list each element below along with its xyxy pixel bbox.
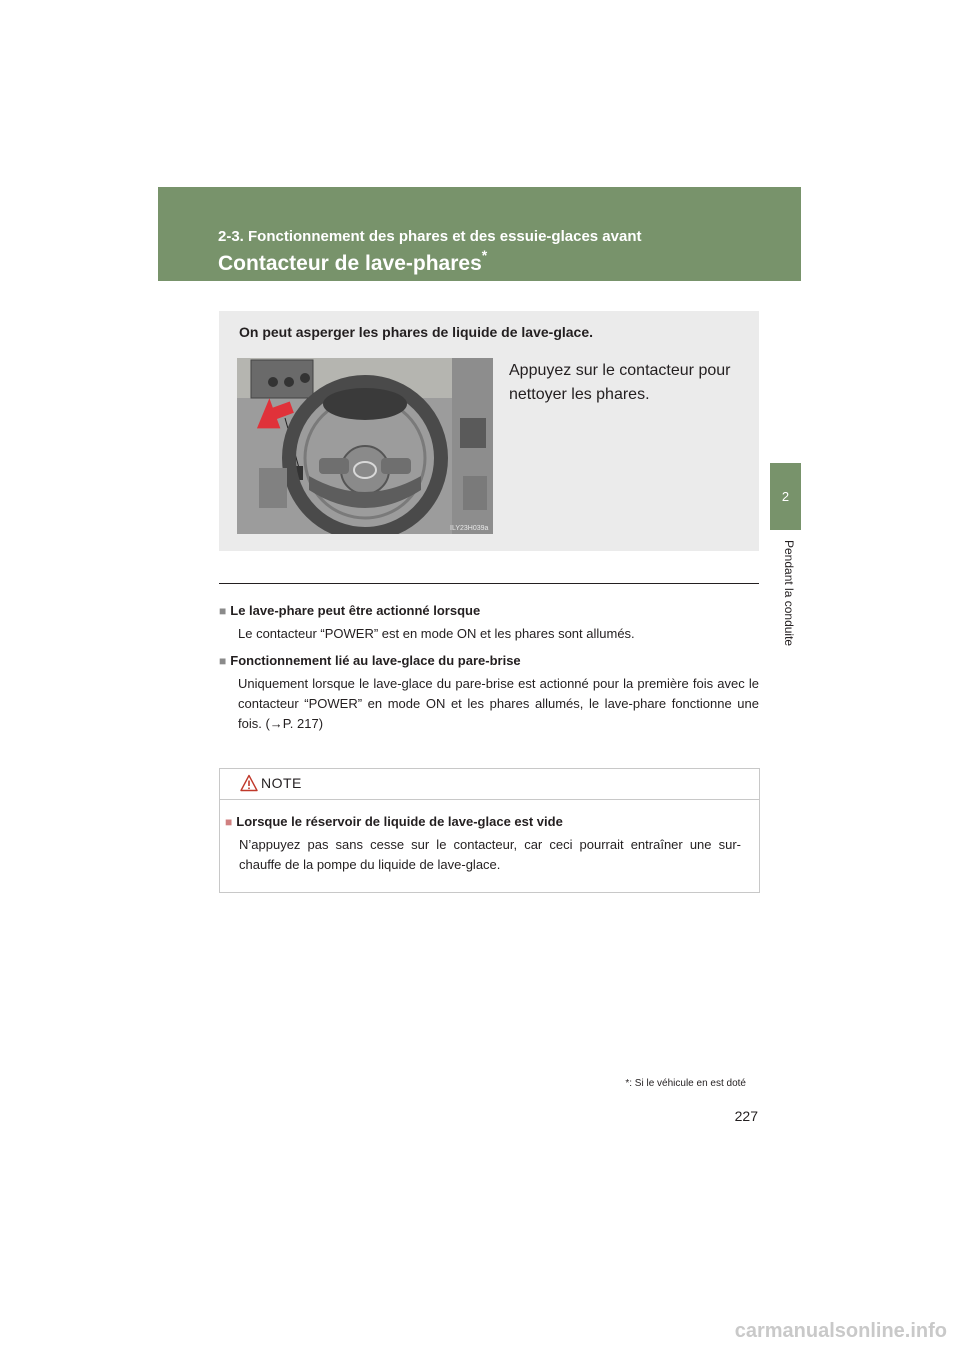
info-box — [219, 311, 759, 551]
list-item-heading-text: Le lave-phare peut être actionné lorsque — [230, 603, 481, 618]
notes-list — [219, 603, 759, 743]
note-box — [219, 768, 760, 893]
page-number: 227 — [734, 1108, 758, 1124]
list-item-heading — [219, 603, 759, 618]
page-title — [218, 249, 487, 276]
square-bullet-icon: ■ — [219, 604, 227, 618]
square-bullet-icon: ■ — [219, 654, 227, 668]
dashboard-illustration — [237, 358, 493, 534]
note-title: NOTE — [261, 775, 302, 791]
note-item-heading-text: Lorsque le réservoir de liquide de lave-glace est vide — [236, 814, 563, 829]
page-title-text: Contacteur de lave-phares — [218, 252, 482, 275]
section-label: 2-3. Fonctionnement des phares et des essuie-glaces avant — [218, 228, 642, 245]
watermark: carmanualsonline.info — [734, 1320, 947, 1342]
chapter-tab-label: Pendant la conduite — [782, 540, 796, 647]
image-code: ILY23H039a — [450, 525, 489, 532]
list-item-heading — [219, 653, 759, 668]
list-item-body: Uniquement lorsque le lave-glace du pare-brise est actionné pour la première fois avec le contacteur “POWER” en mode ON et les phares allumés, le lave-phare fonctionne une fois. (→P. 217) — [238, 676, 759, 731]
optional-equipment-mark: * — [481, 247, 488, 263]
note-item-heading — [225, 814, 759, 829]
note-content — [220, 814, 759, 875]
instruction-text: Appuyez sur le contacteur pour nettoyer les phares. — [509, 362, 731, 403]
dashboard-photo — [237, 358, 493, 534]
footnote: *: Si le véhicule en est doté — [625, 1078, 746, 1089]
warning-triangle-icon — [240, 774, 258, 792]
info-lead: On peut asperger les phares de liquide de lave-glace. — [239, 324, 594, 340]
note-item-body: N’appuyez pas sans cesse sur le contacteur, car ceci pourrait entraîner une sur-chauffe de la pompe du liquide de lave-glace. — [239, 837, 741, 872]
list-item-heading-text: Fonctionnement lié au lave-glace du pare-brise — [230, 653, 521, 668]
note-header — [220, 769, 759, 800]
list-item-body: Le contacteur “POWER” est en mode ON et les phares sont allumés. — [238, 626, 635, 641]
section-divider — [219, 583, 759, 584]
chapter-header — [158, 187, 801, 281]
square-bullet-icon: ■ — [225, 815, 233, 829]
chapter-tab: 2 — [770, 463, 801, 530]
